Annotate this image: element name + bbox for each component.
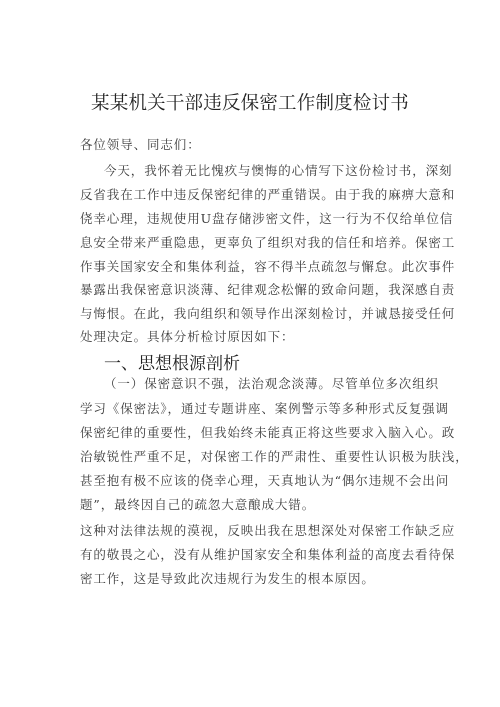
section1-line: 保密纪律的重要性，但我始终未能真正将这些要求入脑入心。政 — [80, 425, 456, 440]
section-heading: 一、思想根源剖析 — [104, 354, 240, 374]
greeting-line: 各位领导、同志们： — [80, 137, 201, 152]
intro-line: 今天，我怀着无比愧疚与懊悔的心情写下这份检讨书，深刻 — [104, 163, 453, 178]
intro-line: 与悔恨。在此，我向组织和领导作出深刻检讨，并诚恳接受任何 — [80, 306, 456, 321]
section1-line: 题”，最终因自己的疏忽大意酿成大错。 — [80, 497, 316, 512]
section1-line: 治敏锐性严重不足，对保密工作的严肃性、重要性认识极为肤浅， — [80, 449, 469, 464]
section1-line: （一）保密意识不强，法治观念淡薄。尽管单位多次组织 — [104, 376, 440, 391]
section1-line: 这种对法律法规的漠视，反映出我在思想深处对保密工作缺乏应 — [80, 523, 456, 538]
section1-line: 甚至抱有极不应该的侥幸心理，天真地认为“偶尔违规不会出问 — [80, 473, 450, 488]
intro-line: 作事关国家安全和集体利益，容不得半点疏忽与懈怠。此次事件 — [80, 259, 456, 274]
section1-line: 学习《保密法》，通过专题讲座、案例警示等多种形式反复强调 — [80, 401, 449, 416]
intro-line: 侥幸心理，违规使用U盘存储涉密文件，这一行为不仅给单位信 — [80, 211, 454, 226]
intro-line: 反省我在工作中违反保密纪律的严重错误。由于我的麻痹大意和 — [80, 187, 456, 202]
section1-line: 有的敬畏之心，没有从维护国家安全和集体利益的高度去看待保 — [80, 547, 456, 562]
document-title: 某某机关干部违反保密工作制度检讨书 — [91, 93, 409, 114]
intro-line: 息安全带来严重隐患，更辜负了组织对我的信任和培养。保密工 — [80, 235, 456, 250]
section1-line: 密工作，这是导致此次违规行为发生的根本原因。 — [80, 571, 375, 586]
intro-line: 暴露出我保密意识淡薄、纪律观念松懈的致命问题，我深感自责 — [80, 282, 456, 297]
intro-line: 处理决定。具体分析检讨原因如下： — [80, 329, 295, 344]
